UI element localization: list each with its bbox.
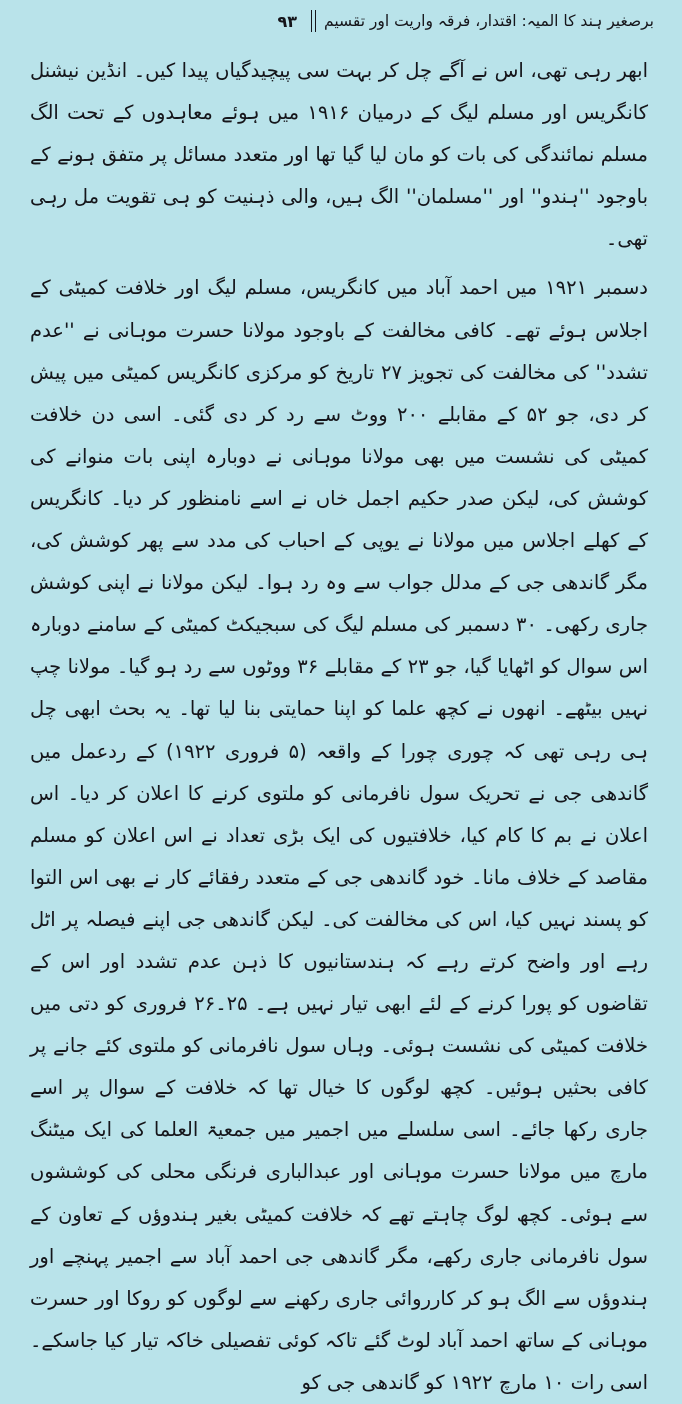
paragraph-2: دسمبر ۱۹۲۱ میں احمد آباد میں کانگریس، مسلم لیگ اور خلافت کمیٹی کے اجلاس ہوئے تھے۔ کافی مخالفت کے باوجود مولانا حسرت موہانی نے ''عدم تشدد'' کی مخالفت کی تجویز ۲۷ تاریخ کو مرکزی کانگریس کمیٹی میں پیش کر دی، جو ۵۲ کے مقابلے ۲۰۰ ووٹ سے رد کر دی گئی۔ اسی دن خلافت کمیٹی کی نشست میں بھی مولانا موہانی نے دوبارہ اپنی بات منوانے کی کوشش کی، لیکن صدر حکیم اجمل خاں نے اسے نامنظور کر دیا۔ کانگریس کے کھلے اجلاس میں مولانا نے یوپی کے احباب کی مدد سے پھر کوشش کی، مگر گاندھی جی کے مدلل جواب سے وہ رد ہوا۔ لیکن مولانا نے اپنی کوشش جاری رکھی۔ ۳۰ دسمبر کی مسلم لیگ کی سبجیکٹ کمیٹی کے سامنے دوبارہ اس سوال کو اٹھایا گیا، جو ۲۳ کے مقابلے ۳۶ ووٹوں سے رد ہو گیا۔ مولانا چپ نہیں بیٹھے۔ انھوں نے کچھ علما کو اپنا حمایتی بنا لیا تھا۔ یہ بحث ابھی چل ہی رہی تھی کہ چوری چورا کے واقعہ (۵ فروری ۱۹۲۲) کے ردعمل میں گاندھی جی نے تحریک سول نافرمانی کو ملتوی کرنے کا اعلان کر دیا۔ اس اعلان نے بم کا کام کیا، خلافتیوں کی ایک بڑی تعداد نے اس اعلان کو مسلم مقاصد کے خلاف مانا۔ خود گاندھی جی کے متعدد رفقائے کار نے بھی اس التوا کو پسند نہیں کیا، اس کی مخالفت کی۔ لیکن گاندھی جی اپنے فیصلہ پر اٹل رہے اور واضح کرتے رہے کہ ہندستانیوں کا ذہن عدم تشدد اور اس کے تقاضوں کو پورا کرنے کے لئے ابھی تیار نہیں ہے۔ ۲۵۔۲۶ فروری کو دتی میں خلافت کمیٹی کی نشست ہوئی۔ وہاں سول نافرمانی کو ملتوی کئے جانے پر کافی بحثیں ہوئیں۔ کچھ لوگوں کا خیال تھا کہ خلافت کے سوال پر اسے جاری رکھا جائے۔ اسی سلسلے میں اجمیر میں جمعیۃ العلما کی ایک میٹنگ مارچ میں مولانا حسرت موہانی اور عبدالباری فرنگی محلی کی کوششوں سے ہوئی۔ کچھ لوگ چاہتے تھے کہ خلافت کمیٹی بغیر ہندوؤں کے تعاون کے سول نافرمانی جاری رکھے، مگر گاندھی جی احمد آباد سے اجمیر پہنچے اور ہندوؤں سے الگ ہو کر کارروائی جاری رکھنے سے لوگوں کو روکا اور حسرت موہانی کے ساتھ احمد آباد لوٹ گئے تاکہ کوئی تفصیلی خاکہ تیار کیا جاسکے۔ اسی رات ۱۰ مارچ ۱۹۲۲ کو گاندھی جی کو <box>30 276 649 1394</box>
running-header <box>30 6 654 36</box>
page-number: ۹۳ <box>277 11 298 31</box>
header-divider <box>311 10 316 32</box>
paragraph-1: ابھر رہی تھی، اس نے آگے چل کر بہت سی پیچیدگیاں پیدا کیں۔ انڈین نیشنل کانگریس اور مسلم لیگ کے درمیان ۱۹۱۶ میں ہوئے معاہدوں کے تحت الگ مسلم نمائندگی کی بات کو مان لیا گیا تھا اور متعدد مسائل پر متفق ہونے کے باوجود ''ہندو'' اور ''مسلمان'' الگ ہیں، والی ذہنیت کو ہی تقویت مل رہی تھی۔ <box>30 59 648 251</box>
running-title: برصغیر ہند کا المیہ: اقتدار، فرقہ واریت اور تقسیم <box>324 12 654 30</box>
page-body <box>30 50 648 1404</box>
